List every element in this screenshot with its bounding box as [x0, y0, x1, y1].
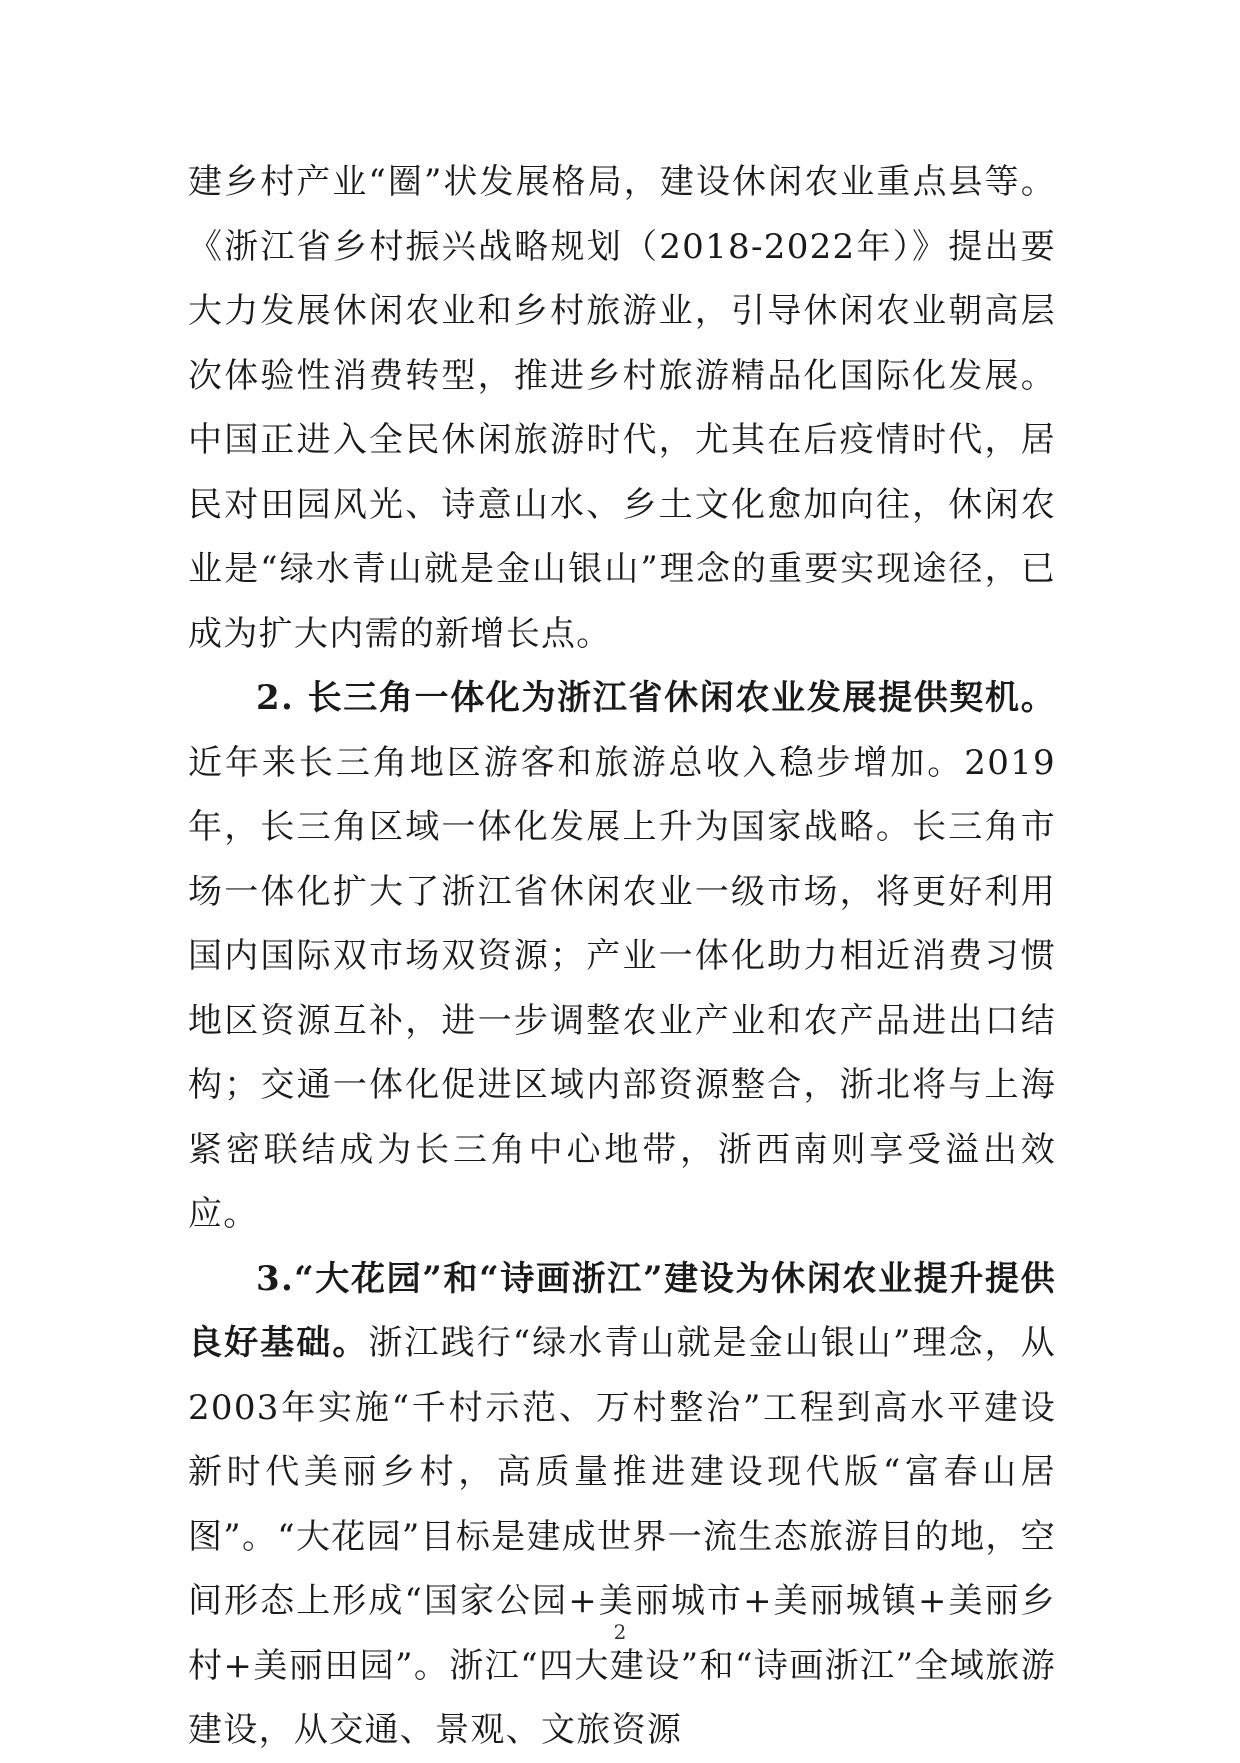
page-number: 2: [613, 1620, 627, 1644]
paragraph-2-text: 近年来长三角地区游客和旅游总收入稳步增加。2019年，长三角区域一体化发展上升为国家战略。长三角市场一体化扩大了浙江省休闲农业一级市场，将更好利用国内国际双市场双资源；产业一体化助力相近消费习惯地区资源互补，进一步调整农业产业和农产品进出口结构；交通一体化促进区域内部资源整合，浙北将与上海紧密联结成为长三角中心地带，浙西南则享受溢出效应。: [188, 742, 1056, 1234]
paragraph-1: [188, 150, 1056, 666]
paragraph-3: [188, 1247, 1056, 1763]
body-text: [188, 150, 1056, 1763]
paragraph-2-heading: 2. 长三角一体化为浙江省休闲农业发展提供契机。: [256, 678, 1056, 718]
paragraph-2: [188, 666, 1056, 1247]
paragraph-3-heading: 3.“大花园”和“诗画浙江”建设为休闲农业提升提供良好基础。: [188, 1258, 1056, 1363]
paragraph-1-text: 建乡村产业“圈”状发展格局，建设休闲农业重点县等。《浙江省乡村振兴战略规划（2018-2022年）》提出要大力发展休闲农业和乡村旅游业，引导休闲农业朝高层次体验性消费转型，推进乡村旅游精品化国际化发展。中国正进入全民休闲旅游时代，尤其在后疫情时代，居民对田园风光、诗意山水、乡土文化愈加向往，休闲农业是“绿水青山就是金山银山”理念的重要实现途径，已成为扩大内需的新增长点。: [188, 162, 1056, 654]
paragraph-3-text: 浙江践行“绿水青山就是金山银山”理念，从2003年实施“千村示范、万村整治”工程到高水平建设新时代美丽乡村，高质量推进建设现代版“富春山居图”。“大花园”目标是建成世界一流生态旅游目的地，空间形态上形成“国家公园+美丽城市+美丽城镇+美丽乡村+美丽田园”。浙江“四大建设”和“诗画浙江”全域旅游建设，从交通、景观、文旅资源: [188, 1323, 1056, 1750]
